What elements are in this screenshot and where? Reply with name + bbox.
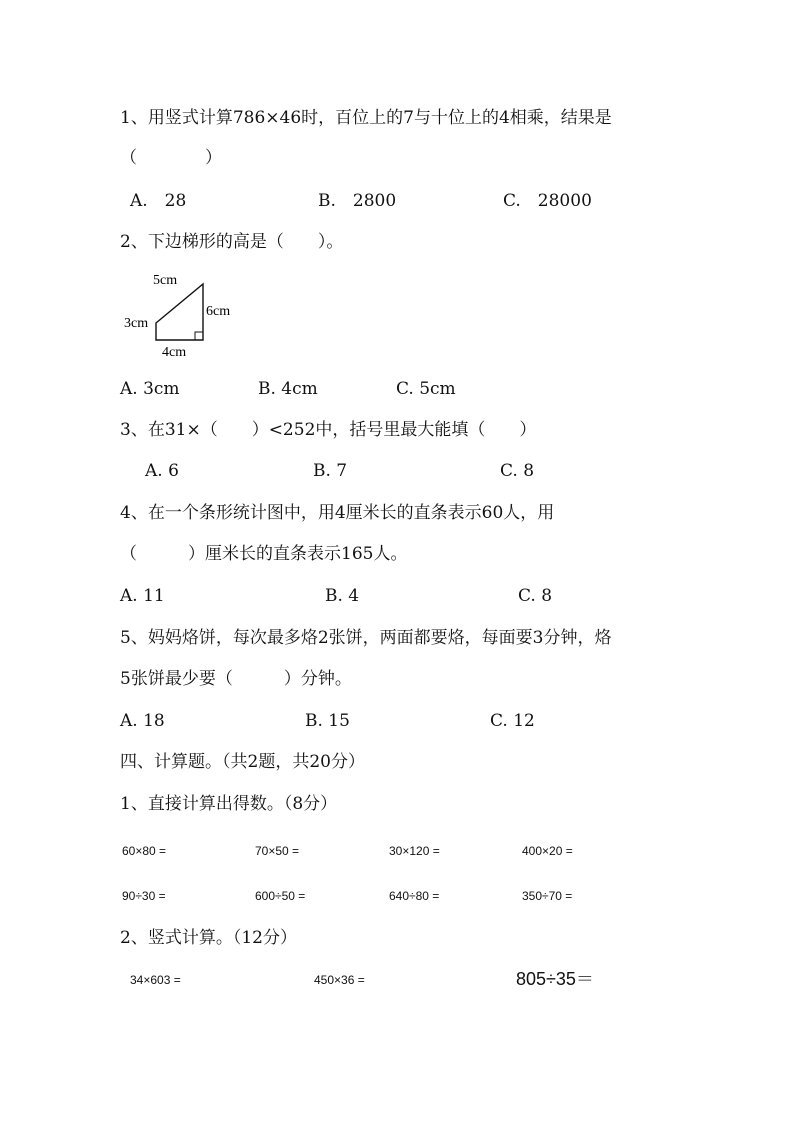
mental-math-item: 400×20 = [522, 844, 573, 858]
mental-math-item: 30×120 = [389, 844, 440, 858]
mental-math-item: 90÷30 = [122, 889, 166, 903]
question-2-option-c: C. 5cm [396, 379, 456, 399]
question-4-blank: （ ）厘米长的直条表示165人。 [120, 544, 408, 564]
question-4-option-a: A. 11 [120, 586, 165, 606]
mental-math-item: 70×50 = [255, 844, 300, 858]
mental-math-item: 60×80 = [122, 844, 167, 858]
trapezoid-label-slant: 5cm [153, 273, 178, 288]
section-4-part-2-title: 2、竖式计算。（12分） [120, 928, 297, 948]
question-4-text: 4、在一个条形统计图中，用4厘米长的直条表示60人，用 [120, 503, 555, 523]
question-3-option-a: A. 6 [145, 461, 179, 481]
mental-math-item: 600÷50 = [255, 889, 306, 903]
question-5-option-b: B. 15 [305, 711, 350, 731]
section-4-title: 四、计算题。（共2题，共20分） [120, 752, 365, 772]
question-1-text: 1、用竖式计算786×46时，百位上的7与十位上的4相乘，结果是 [120, 108, 612, 128]
question-1-option-a: A. 28 [130, 191, 187, 211]
question-1-option-c: C. 28000 [503, 191, 592, 211]
question-2-option-b: B. 4cm [258, 379, 318, 399]
question-3-option-c: C. 8 [500, 461, 535, 481]
question-3-text: 3、在31×（ ）<252中，括号里最大能填（ ） [120, 420, 537, 440]
vertical-calc-item: 450×36 = [314, 973, 365, 987]
question-5-blank: 5张饼最少要（ ）分钟。 [120, 669, 352, 689]
question-5-option-c: C. 12 [490, 711, 535, 731]
question-3-option-b: B. 7 [313, 461, 348, 481]
trapezoid-figure [118, 268, 248, 363]
vertical-calc-item: 34×603 = [130, 973, 181, 987]
trapezoid-label-bottom: 4cm [162, 345, 187, 360]
vertical-calc-item: 805÷35＝ [516, 969, 594, 989]
mental-math-item: 640÷80 = [389, 889, 440, 903]
question-2-text: 2、下边梯形的高是（ ）。 [120, 232, 344, 252]
trapezoid-diagram [118, 268, 248, 363]
question-5-text: 5、妈妈烙饼，每次最多烙2张饼，两面都要烙，每面要3分钟，烙 [120, 628, 612, 648]
mental-math-item: 350÷70 = [522, 889, 573, 903]
question-4-option-c: C. 8 [518, 586, 553, 606]
section-4-part-1-title: 1、直接计算出得数。（8分） [120, 794, 338, 814]
question-5-option-a: A. 18 [120, 711, 165, 731]
right-angle-mark [195, 332, 203, 340]
question-1-option-b: B. 2800 [318, 191, 397, 211]
trapezoid-label-right: 6cm [206, 304, 231, 319]
trapezoid-label-left: 3cm [124, 316, 149, 331]
question-1-blank: （ ） [120, 148, 222, 168]
question-4-option-b: B. 4 [325, 586, 360, 606]
question-2-option-a: A. 3cm [120, 379, 180, 399]
